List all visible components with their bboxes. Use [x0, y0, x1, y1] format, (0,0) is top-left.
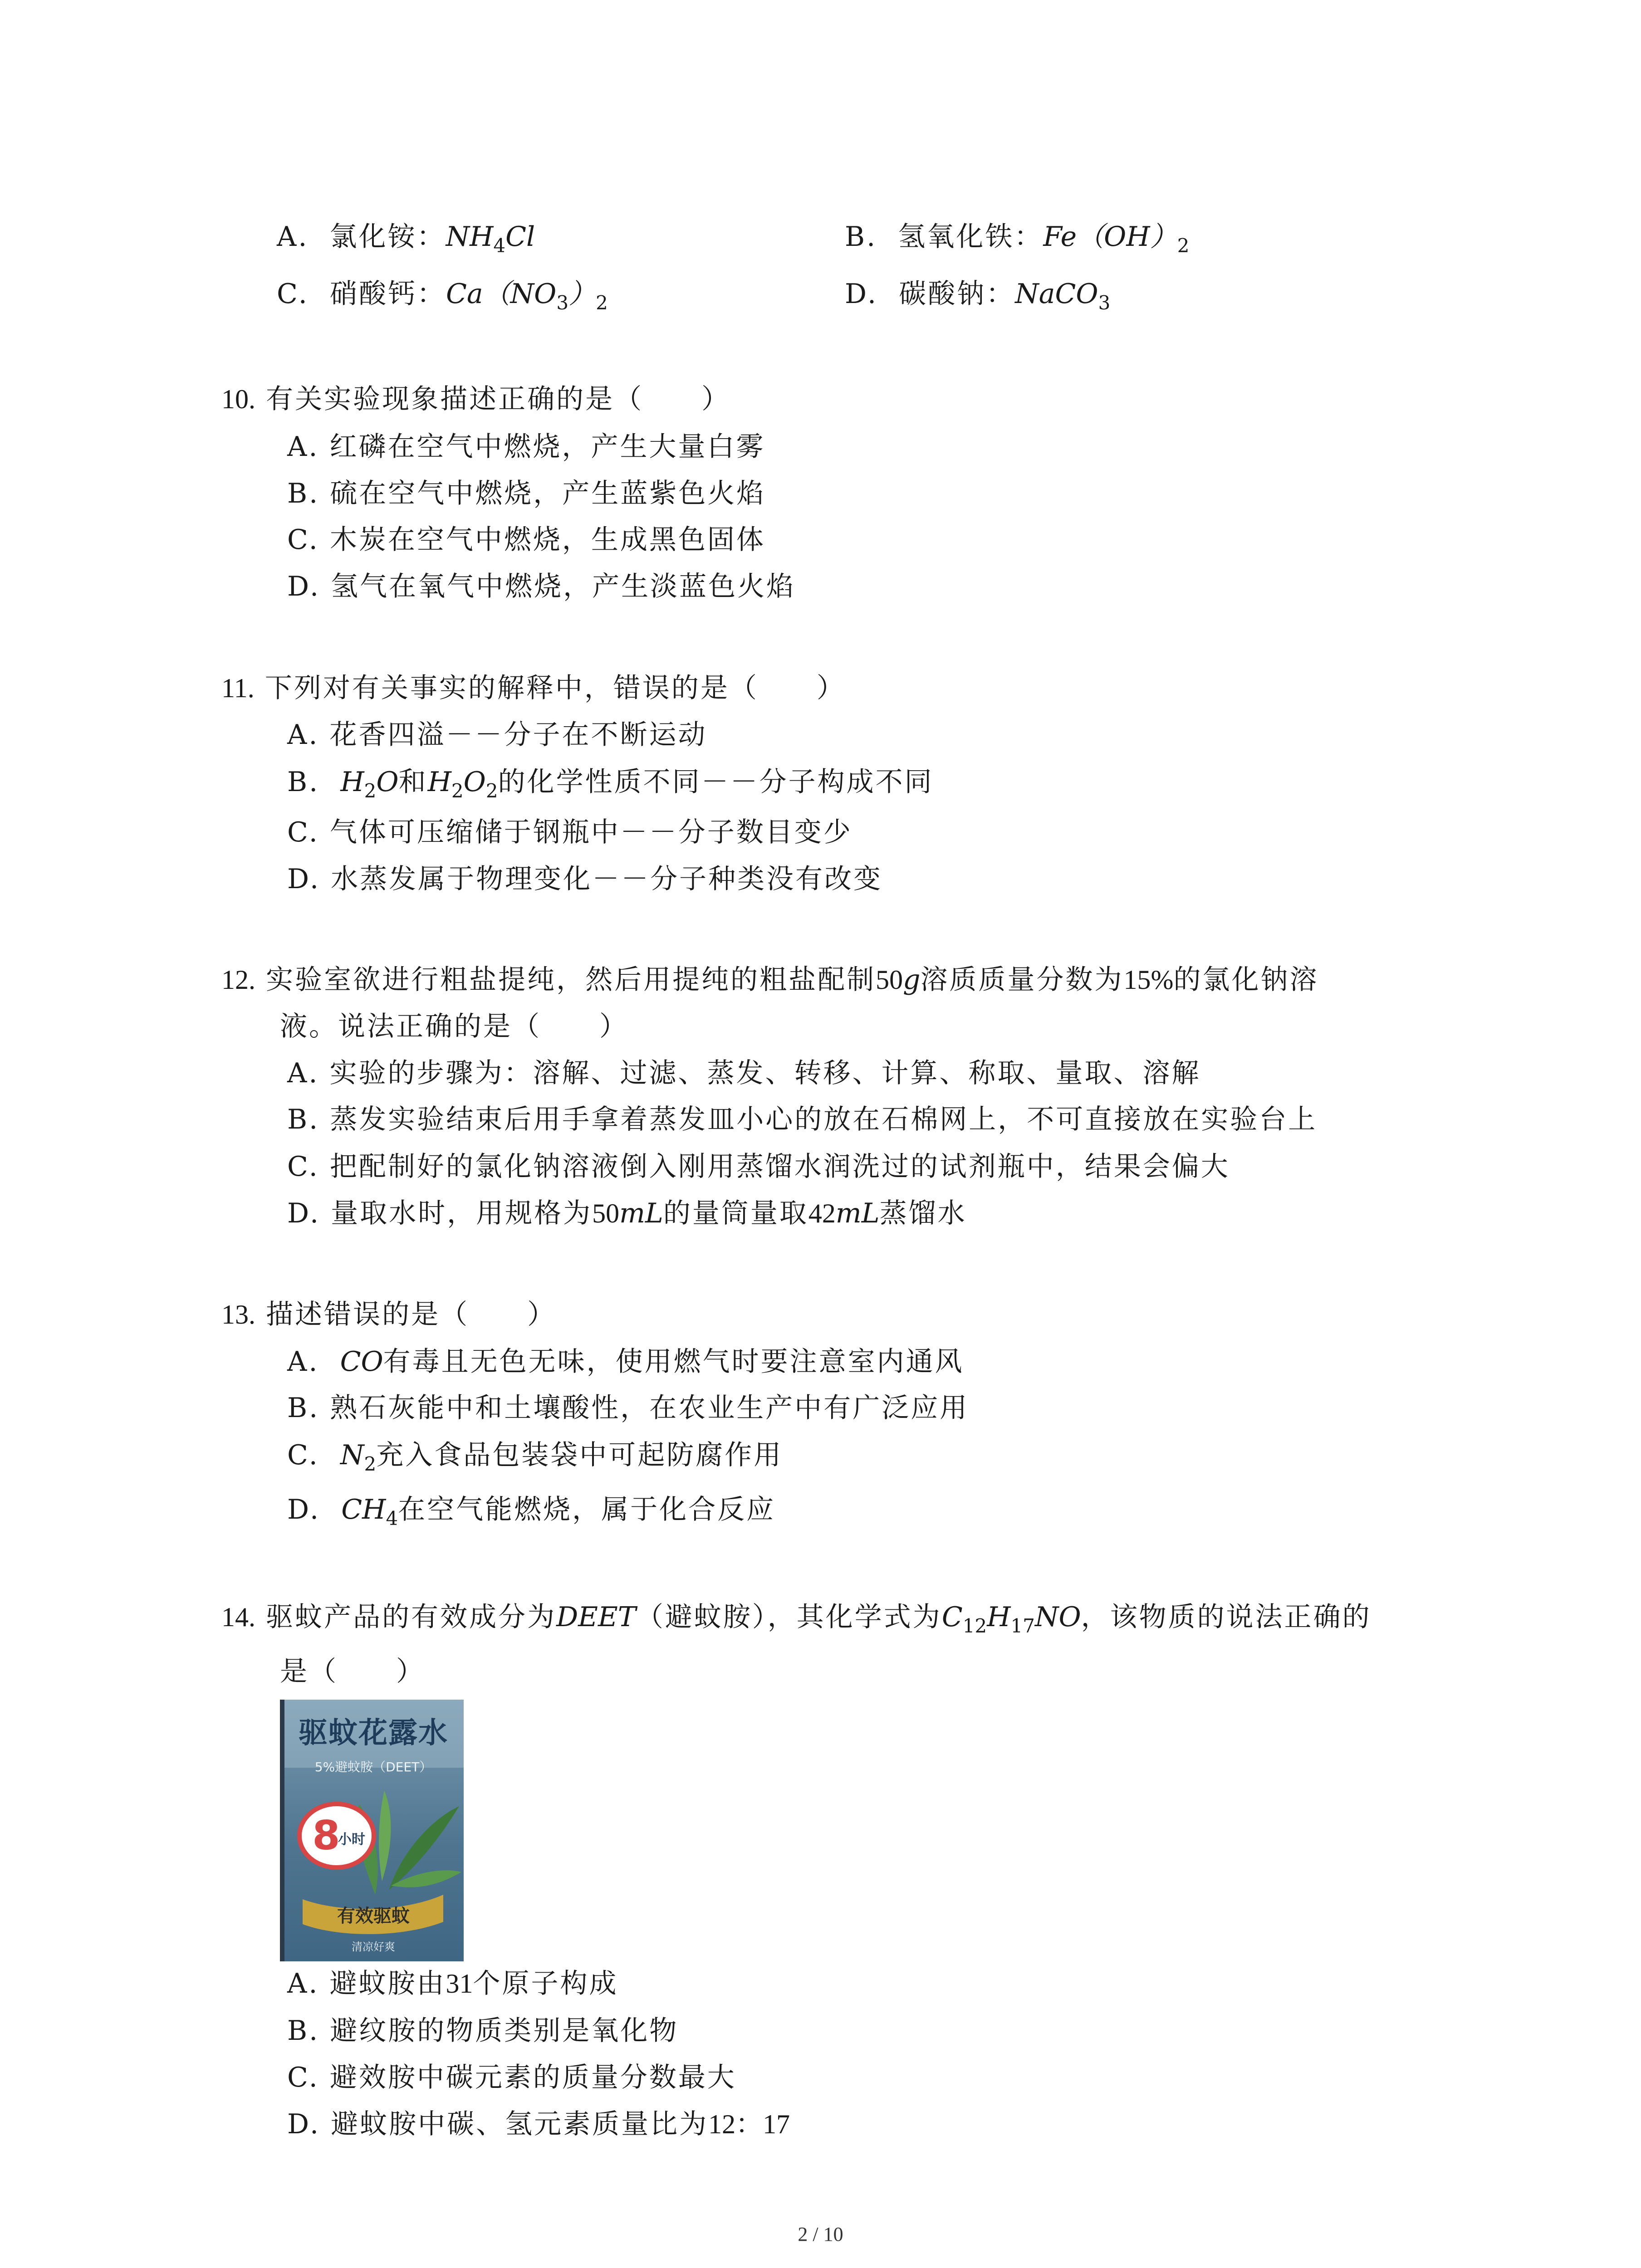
- q14-option-c: C. 避效胺中碳元素的质量分数最大: [287, 2062, 736, 2093]
- q12-option-b: B. 蒸发实验结束后用手拿着蒸发皿小心的放在石棉网上，不可直接放在实验台上: [287, 1104, 1318, 1135]
- mosquito-repellent-photo: [280, 1700, 464, 1961]
- q12-option-c: C. 把配制好的氯化钠溶液倒入刚用蒸馏水润洗过的试剂瓶中，结果会偏大: [287, 1151, 1230, 1183]
- q10-option-d: D. 氢气在氧气中燃烧，产生淡蓝色火焰: [287, 571, 796, 602]
- q9-option-b: B. 氢氧化铁：$Fe(OH)_2$: [845, 221, 1190, 257]
- q9-option-c: C. 硝酸钙：$Ca(NO_3)_2$: [277, 278, 608, 314]
- q10-stem: 10. 有关实验现象描述正确的是（ ）: [221, 383, 731, 415]
- photo-badge-number: 8: [312, 1812, 340, 1859]
- q9-option-a: A. 氯化铵：$NH_4Cl$: [277, 221, 535, 257]
- q13-option-a: A. CO有毒且无色无味，使用燃气时要注意室内通风: [287, 1346, 964, 1378]
- q14-option-a: A. 避蚊胺由31个原子构成: [287, 1968, 618, 1999]
- photo-title: 驱蚊花露水: [299, 1716, 448, 1750]
- photo-badge-unit: 小时: [338, 1832, 365, 1848]
- q12-option-d: D. 量取水时，用规格为50mL的量筒量取42mL蒸馏水: [287, 1198, 967, 1229]
- q11-option-c: C. 气体可压缩储于钢瓶中－－分子数目变少: [287, 816, 852, 848]
- q14-option-b: B. 避纹胺的物质类别是氧化物: [287, 2015, 679, 2047]
- q10-option-c: C. 木炭在空气中燃烧，生成黑色固体: [287, 524, 765, 556]
- q11-stem: 11. 下列对有关事实的解释中，错误的是（ ）: [221, 672, 846, 704]
- q14-stem-line2: 是（ ）: [280, 1656, 425, 1687]
- q13-option-c: C. $N_2$充入食品包装袋中可起防腐作用: [287, 1439, 783, 1475]
- q13-option-b: B. 熟石灰能中和土壤酸性，在农业生产中有广泛应用: [287, 1392, 969, 1424]
- q14-stem-line1: 14. 驱蚊产品的有效成分为DEET（避蚊胺），其化学式为$C_{12}H_{17}NO$，该物质的说法正确的: [221, 1601, 1372, 1637]
- q13-stem: 13. 描述错误的是（ ）: [221, 1299, 557, 1330]
- repellent-bottle-image: [284, 1700, 464, 1961]
- photo-ribbon: 有效驱蚊: [337, 1906, 410, 1926]
- q14-option-d: D. 避蚊胺中碳、氢元素质量比为12：17: [287, 2108, 790, 2140]
- q12-stem-line2: 液。说法正确的是（ ）: [280, 1011, 628, 1042]
- q11-option-d: D. 水蒸发属于物理变化－－分子种类没有改变: [287, 863, 883, 895]
- q11-option-b: B. $H_2O$和$H_2O_2$的化学性质不同－－分子构成不同: [287, 766, 934, 802]
- photo-bottom: 清凉好爽: [352, 1941, 395, 1953]
- q13-option-d: D. $CH_4$在空气能燃烧，属于化合反应: [287, 1494, 776, 1530]
- q9-option-d: D. 碳酸钠：NaCO$_3$: [845, 278, 1111, 314]
- page-number: 2 / 10: [798, 2223, 843, 2245]
- q12-stem-line1: 12. 实验室欲进行粗盐提纯，然后用提纯的粗盐配制50g溶质质量分数为15%的氯化钠溶: [221, 964, 1319, 996]
- q12-option-a: A. 实验的步骤为：溶解、过滤、蒸发、转移、计算、称取、量取、溶解: [287, 1057, 1201, 1089]
- q10-option-a: A. 红磷在空气中燃烧，产生大量白雾: [287, 431, 765, 463]
- photo-subtitle: 5%避蚊胺（DEET）: [314, 1760, 432, 1774]
- q11-option-a: A. 花香四溢－－分子在不断运动: [287, 719, 707, 751]
- q10-option-b: B. 硫在空气中燃烧，产生蓝紫色火焰: [287, 478, 766, 509]
